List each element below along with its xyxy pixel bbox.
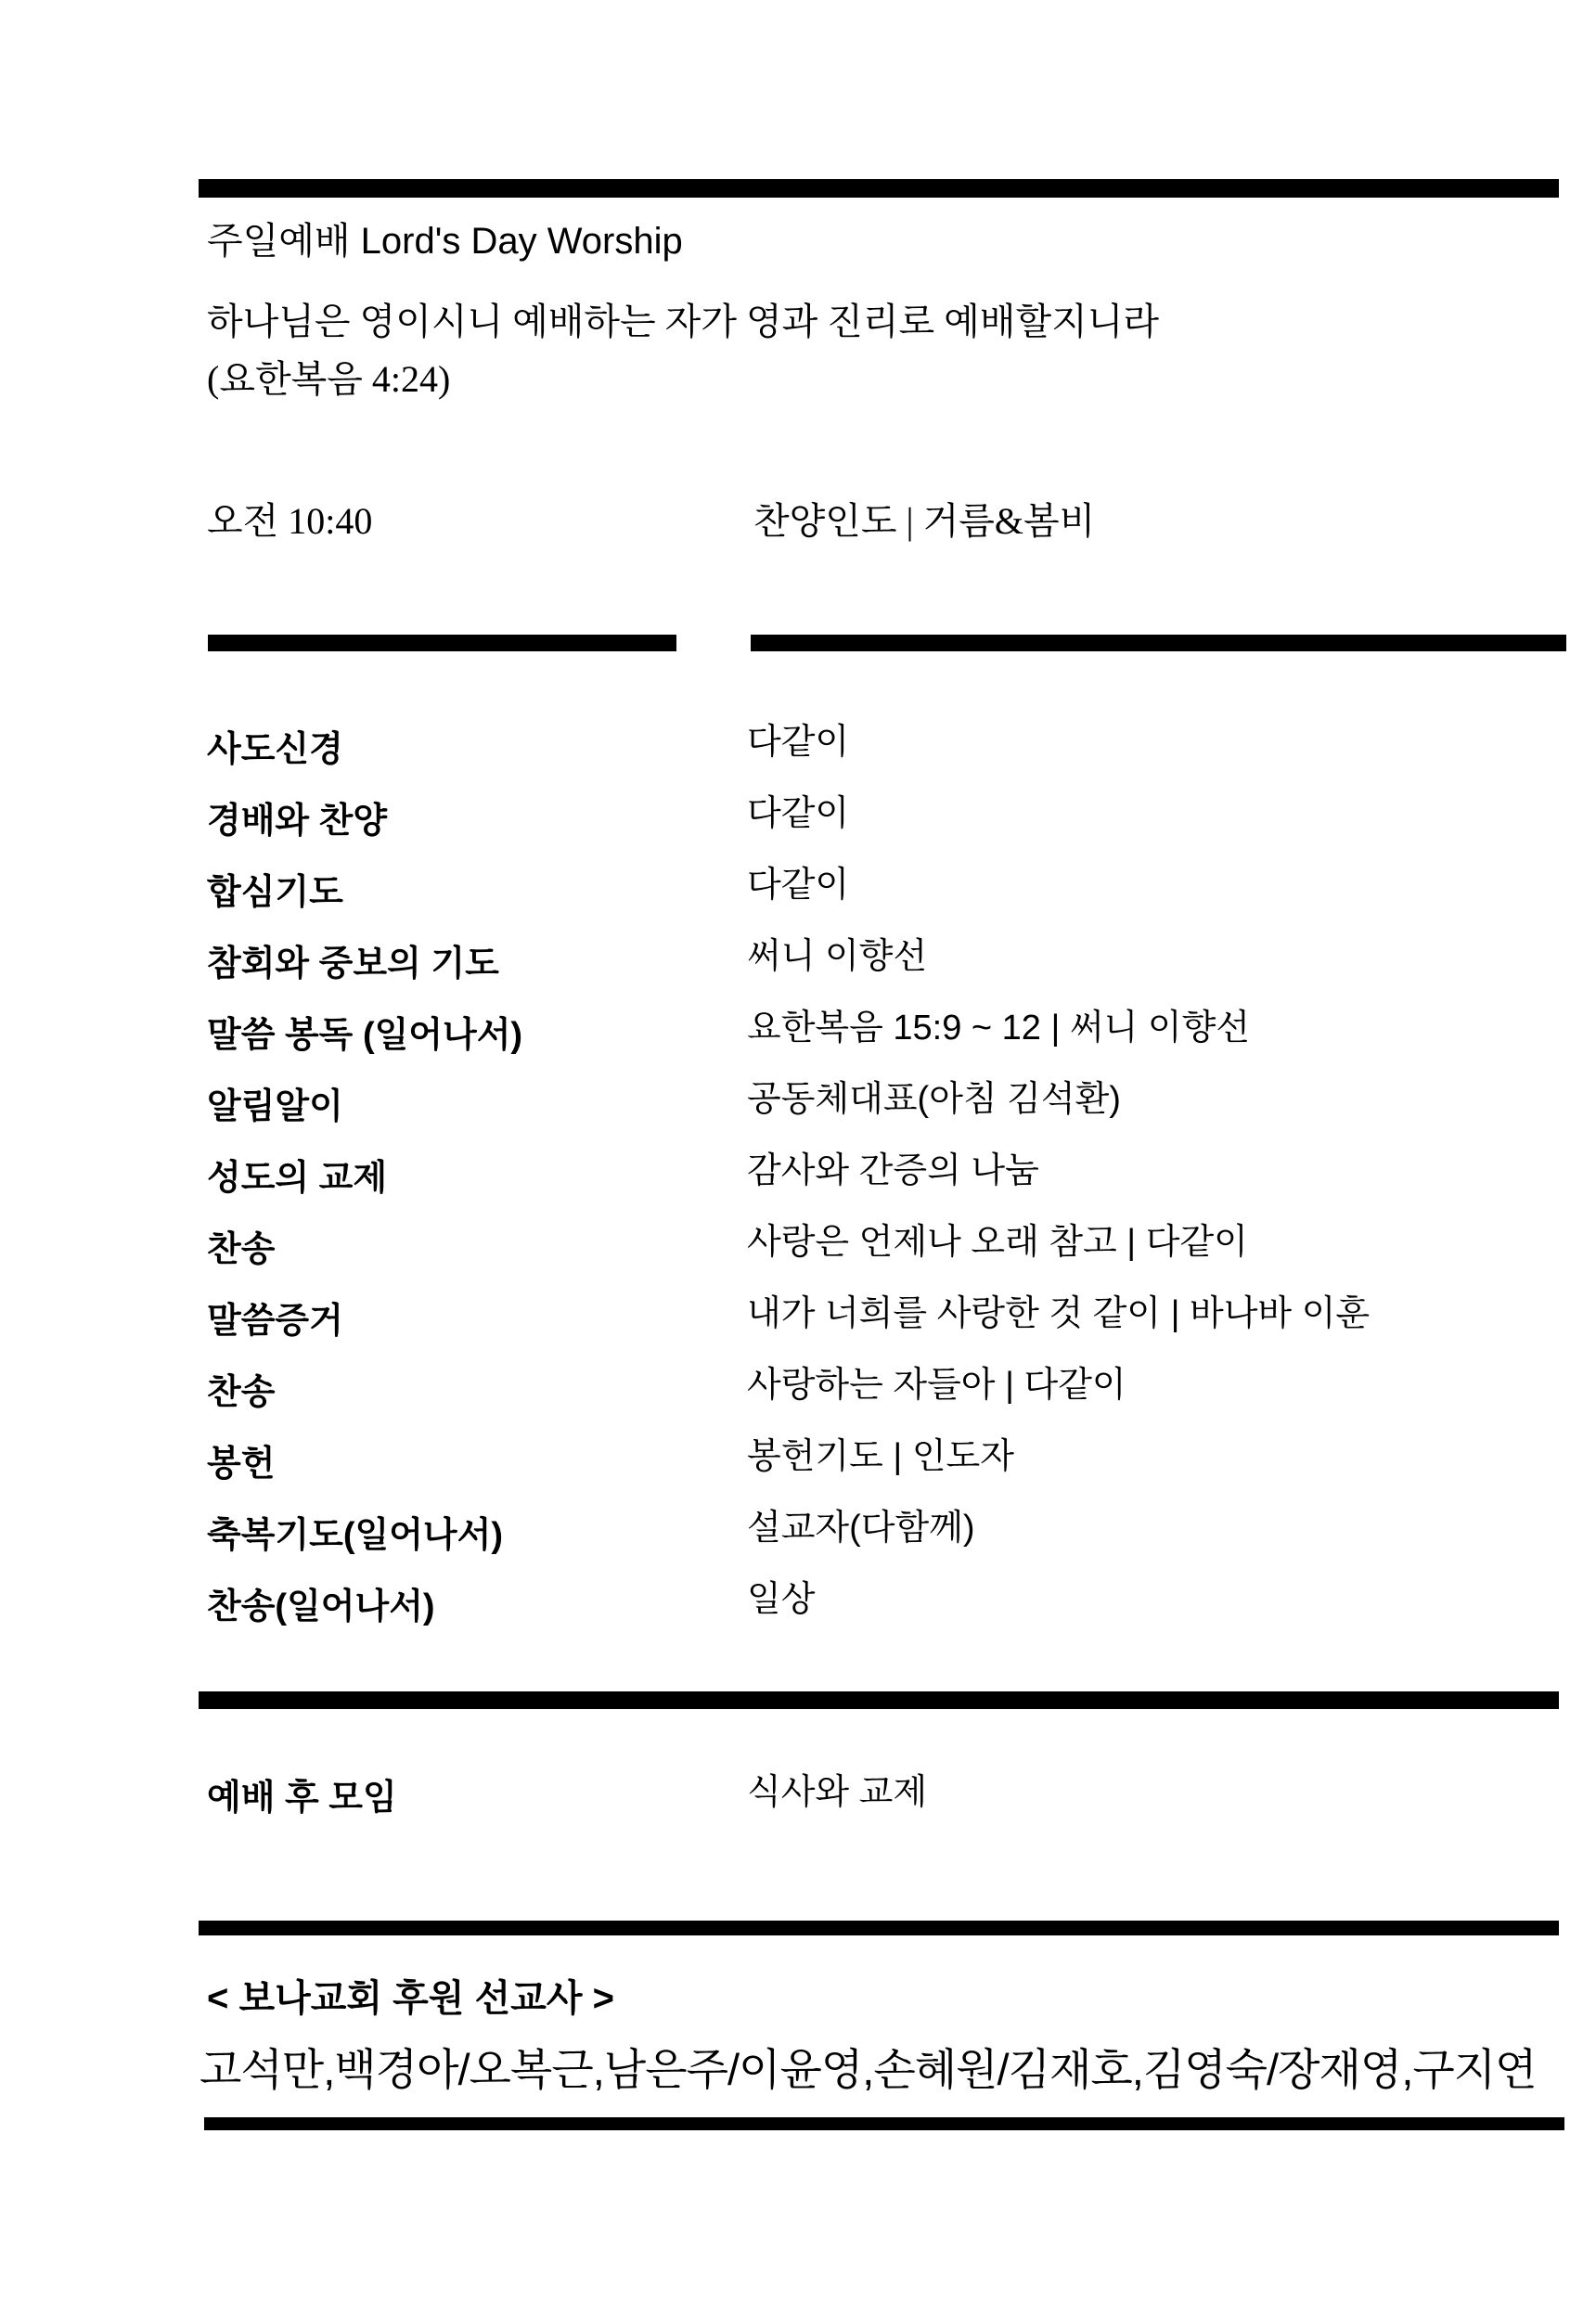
service-item-label: 참회와 중보의 기도	[207, 945, 499, 983]
service-time: 오전 10:40	[207, 500, 373, 542]
service-row	[0, 1498, 1596, 1570]
service-item-label: 찬송	[207, 1230, 276, 1269]
service-item-value: 요한복음 15:9 ~ 12 | 써니 이향선	[747, 1009, 1251, 1048]
service-item-label: 사도신경	[207, 730, 343, 769]
service-item-label: 경배와 찬양	[207, 802, 388, 841]
service-row	[0, 1356, 1596, 1427]
after-worship-value: 식사와 교제	[747, 1773, 928, 1812]
top-rule	[199, 179, 1559, 198]
service-item-value: 써니 이향선	[747, 937, 928, 976]
praise-leader: 찬양인도 | 거름&봄비	[753, 500, 1096, 542]
scripture-reference: (요한복음 4:24)	[207, 358, 451, 400]
service-item-value: 내가 너희를 사랑한 것 같이 | 바나바 이훈	[747, 1294, 1371, 1333]
service-row	[0, 1284, 1596, 1356]
service-item-label: 성도의 교제	[207, 1159, 388, 1198]
service-row	[0, 784, 1596, 855]
service-item-value: 감사와 간증의 나눔	[747, 1151, 1039, 1190]
service-item-value: 설교자(다함께)	[747, 1509, 975, 1548]
left-column-rule	[208, 635, 676, 651]
scripture-verse: 하나님은 영이시니 예배하는 자가 영과 진리로 예배할지니라	[207, 301, 1159, 342]
service-item-value: 공동체대표(아침 김석환)	[747, 1080, 1121, 1119]
service-item-value: 사랑은 언제나 오래 참고 | 다같이	[747, 1223, 1248, 1262]
service-row	[0, 1141, 1596, 1213]
after-worship-label: 예배 후 모임	[207, 1779, 397, 1818]
service-item-label: 알림알이	[207, 1087, 343, 1126]
service-row	[0, 1070, 1596, 1141]
service-item-label: 말씀 봉독 (일어나서)	[207, 1016, 523, 1055]
service-row	[0, 1427, 1596, 1498]
service-row	[0, 713, 1596, 784]
service-item-value: 일상	[747, 1580, 816, 1619]
service-item-label: 합심기도	[207, 873, 343, 912]
bottom-rule	[204, 2117, 1564, 2130]
service-item-label: 말씀증거	[207, 1302, 343, 1341]
service-item-label: 찬송	[207, 1373, 276, 1412]
service-item-label: 봉헌	[207, 1445, 276, 1484]
service-item-label: 축복기도(일어나서)	[207, 1516, 503, 1555]
service-row	[0, 1213, 1596, 1284]
service-item-value: 다같이	[747, 723, 850, 762]
service-item-value: 다같이	[747, 866, 850, 905]
missionaries-names: 고석만,백경아/오복근,남은주/이윤영,손혜원/김재호,김영숙/장재영,구지연	[200, 2045, 1537, 2094]
service-item-value: 사랑하는 자들아 | 다같이	[747, 1366, 1126, 1405]
service-item-value: 다같이	[747, 794, 850, 833]
missionaries-heading: < 보나교회 후원 선교사 >	[207, 1978, 614, 2019]
page-title: 주일예배 Lord's Day Worship	[207, 221, 683, 262]
section-divider-bottom	[199, 1921, 1559, 1935]
service-row	[0, 927, 1596, 998]
service-item-label: 찬송(일어나서)	[207, 1588, 435, 1626]
order-of-service	[0, 713, 1596, 1641]
service-row	[0, 1570, 1596, 1641]
service-row	[0, 998, 1596, 1070]
right-column-rule	[751, 635, 1566, 651]
scripture-block	[207, 293, 1159, 408]
service-item-value: 봉헌기도 | 인도자	[747, 1437, 1014, 1476]
service-row	[0, 855, 1596, 927]
section-divider-top	[199, 1691, 1559, 1709]
